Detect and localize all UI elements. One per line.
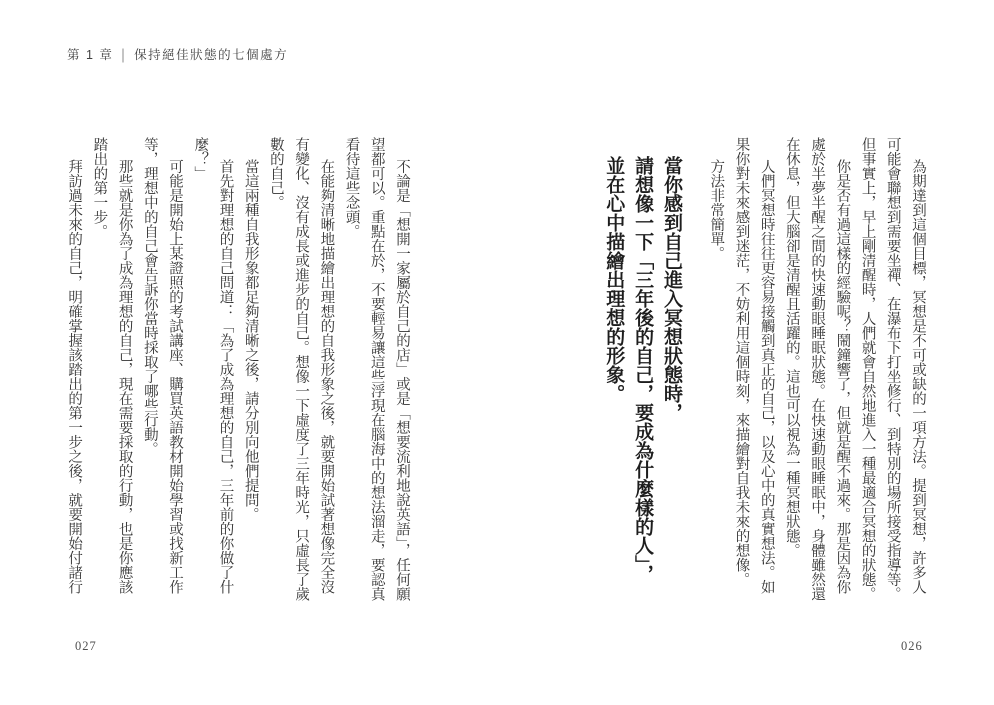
- paragraph: 可能是開始上某證照的考試講座、購買英語教材開始學習或找新工作等，理想中的自己會告訴你當時採取了哪些行動。: [141, 137, 184, 594]
- right-page-text: [598, 137, 930, 603]
- header-separator: |: [121, 46, 127, 64]
- chapter-title: 保持絕佳狀態的七個處方: [134, 48, 289, 62]
- paragraph: 首先對理想的自己問道：「為了成為理想的自己，三年前的你做了什麼？」: [192, 137, 234, 594]
- paragraph: 你是否有過這樣的經驗呢？鬧鐘響了，但就是醒不過來。那是因為你處於半夢半醒之間的快速動眼睡眠狀態。在快速動眼睡眠中，身體雖然還在休息，但大腦卻是清醒且活躍的。這也可以視為一種冥想狀態。: [783, 137, 851, 601]
- paragraph: 方法非常簡單。: [708, 158, 725, 261]
- emphasis-block: [598, 137, 685, 603]
- left-page-body: [61, 137, 414, 603]
- emphasis-line: 並在心中描繪出理想的形象。: [603, 156, 625, 403]
- paragraph: 當這兩種自我形象都足夠清晰之後，請分別向他們提問。: [242, 158, 259, 522]
- paragraph: 不論是「想開一家屬於自己的店」或是「想要流利地說英語」，任何願望都可以。重點在於，不要輕易讓這些浮現在腦海中的想法溜走，要認真看待這些念頭。: [343, 137, 410, 601]
- paragraph: 在能夠清晰地描繪出理想的自我形象之後，就要開始試著想像完全沒有變化、沒有成長或進步的自己。想像一下虛度了三年時光，只虛長了歲數的自己。: [267, 137, 335, 601]
- page-number-left: 027: [75, 639, 97, 653]
- chapter-label: 第 1 章: [67, 48, 114, 62]
- emphasis-line: 請想像一下「三年後的自己，要成為什麼樣的人」，: [632, 156, 654, 584]
- paragraph: 那些就是你為了成為理想的自己，現在需要採取的行動，也是你應該踏出的第一步。: [91, 137, 133, 594]
- right-page-body: [703, 137, 930, 603]
- paragraph: 拜訪過未來的自己，明確掌握該踏出的第一步之後，就要開始付諸行: [66, 158, 83, 594]
- paragraph: 為期達到這個目標，冥想是不可或缺的一項方法。提到冥想，許多人可能會聯想到需要坐禪、在瀑布下打坐修行、到特別的場所接受指導等。但事實上，早上剛清醒時，人們就會自然地進入一種最適合冥想的狀態。: [859, 137, 926, 601]
- paragraph: 人們冥想時往往更容易接觸到真正的自己，以及心中的真實想法。如果你對未來感到迷茫，不妨利用這個時刻，來描繪對自我未來的想像。: [733, 137, 775, 594]
- running-header: [67, 45, 288, 63]
- emphasis-line: 當你感到自己進入冥想狀態時，: [661, 156, 683, 422]
- page-number-right: 026: [901, 639, 923, 653]
- left-page-text: [58, 137, 414, 603]
